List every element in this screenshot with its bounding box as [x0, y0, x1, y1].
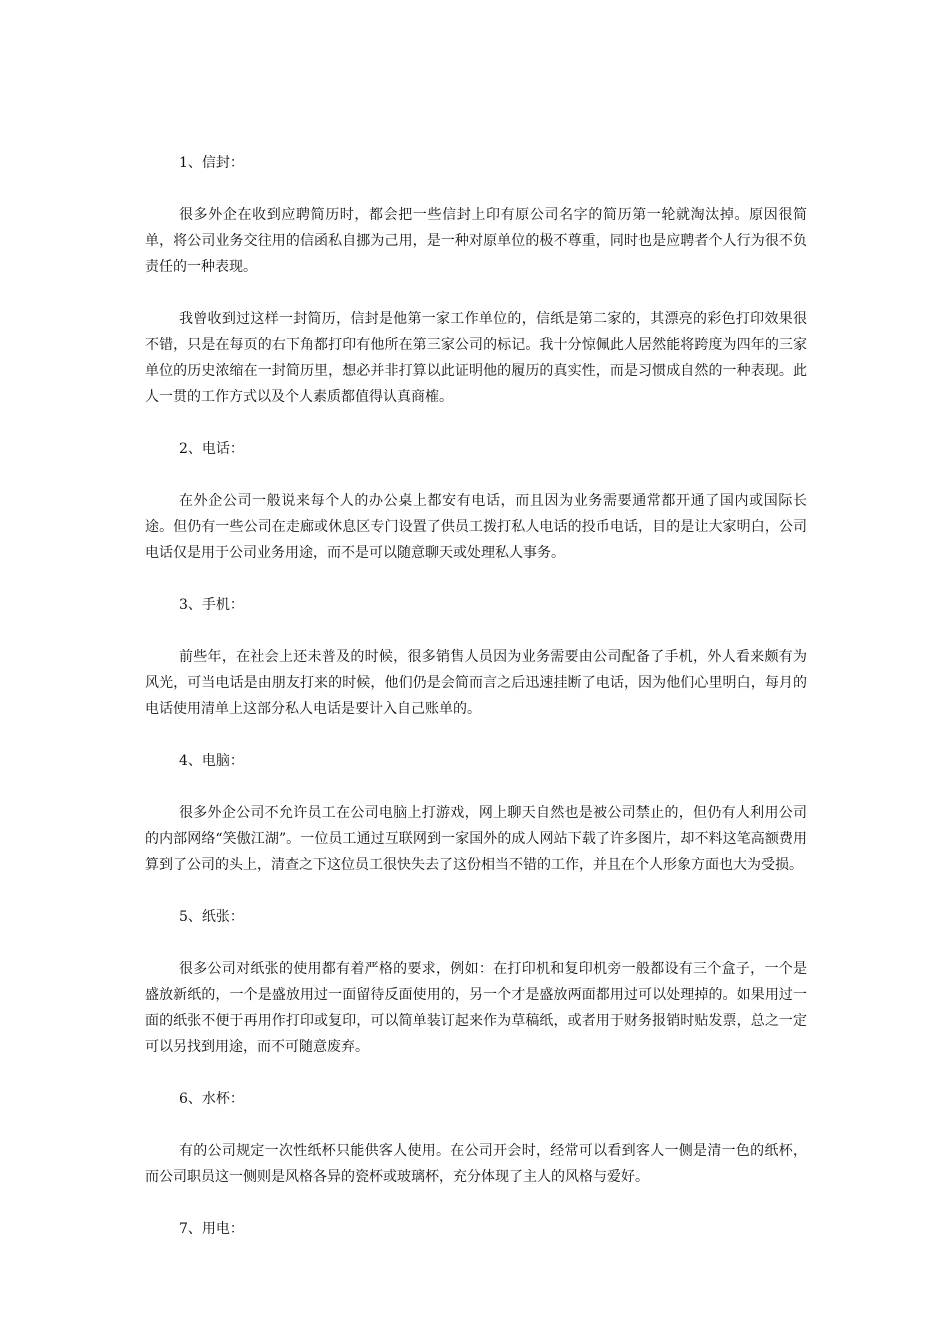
section-heading: 2、电话：	[179, 441, 244, 457]
section-heading: 7、用电：	[179, 1221, 244, 1237]
section-mobile	[145, 592, 807, 722]
paragraph: 很多公司对纸张的使用都有着严格的要求，例如：在打印机和复印机旁一般都设有三个盒子，一个是盛放新纸的，一个是盛放用过一面留待反面使用的，另一个才是盛放两面都用过可以处理掉的。如果用过一面的纸张不便于再用作打印或复印，可以简单装订起来作为草稿纸，或者用于财务报销时贴发票，总之一定可以另找到用途，而不可随意废弃。	[145, 961, 807, 1055]
section-heading: 6、水杯：	[179, 1091, 244, 1107]
section-heading: 4、电脑：	[179, 753, 244, 769]
paragraph: 很多外企公司不允许员工在公司电脑上打游戏，网上聊天自然也是被公司禁止的，但仍有人利用公司的内部网络“笑傲江湖”。一位员工通过互联网到一家国外的成人网站下载了许多图片，却不料这笔高额费用算到了公司的头上，清查之下这位员工很快失去了这份相当不错的工作，并且在个人形象方面也大为受损。	[145, 805, 807, 873]
paragraph: 很多外企在收到应聘简历时，都会把一些信封上印有原公司名字的简历第一轮就淘汰掉。原因很简单，将公司业务交往用的信函私自挪为己用，是一种对原单位的极不尊重，同时也是应聘者个人行为很不负责任的一种表现。	[145, 207, 807, 275]
section-electricity	[145, 1216, 807, 1242]
section-cup	[145, 1086, 807, 1190]
paragraph: 在外企公司一般说来每个人的办公桌上都安有电话，而且因为业务需要通常都开通了国内或国际长途。但仍有一些公司在走廊或休息区专门设置了供员工拨打私人电话的投币电话，目的是让大家明白，公司电话仅是用于公司业务用途，而不是可以随意聊天或处理私人事务。	[145, 493, 807, 561]
paragraph: 有的公司规定一次性纸杯只能供客人使用。在公司开会时，经常可以看到客人一侧是清一色的纸杯，而公司职员这一侧则是风格各异的瓷杯或玻璃杯，充分体现了主人的风格与爱好。	[145, 1143, 807, 1185]
document-body	[145, 150, 807, 1268]
paragraph: 我曾收到过这样一封简历，信封是他第一家工作单位的，信纸是第二家的，其漂亮的彩色打印效果很不错，只是在每页的右下角都打印有他所在第三家公司的标记。我十分惊佩此人居然能将跨度为四年的三家单位的历史浓缩在一封简历里，想必并非打算以此证明他的履历的真实性，而是习惯成自然的一种表现。此人一贯的工作方式以及个人素质都值得认真商榷。	[145, 311, 807, 405]
paragraph: 前些年，在社会上还未普及的时候，很多销售人员因为业务需要由公司配备了手机，外人看来颇有为风光，可当电话是由朋友打来的时候，他们仍是会简而言之后迅速挂断了电话，因为他们心里明白，每月的电话使用清单上这部分私人电话是要计入自己账单的。	[145, 649, 807, 717]
section-envelope	[145, 150, 807, 410]
section-heading: 3、手机：	[179, 597, 244, 613]
section-paper	[145, 904, 807, 1060]
section-computer	[145, 748, 807, 878]
section-phone	[145, 436, 807, 566]
section-heading: 1、信封：	[179, 155, 244, 171]
section-heading: 5、纸张：	[179, 909, 244, 925]
